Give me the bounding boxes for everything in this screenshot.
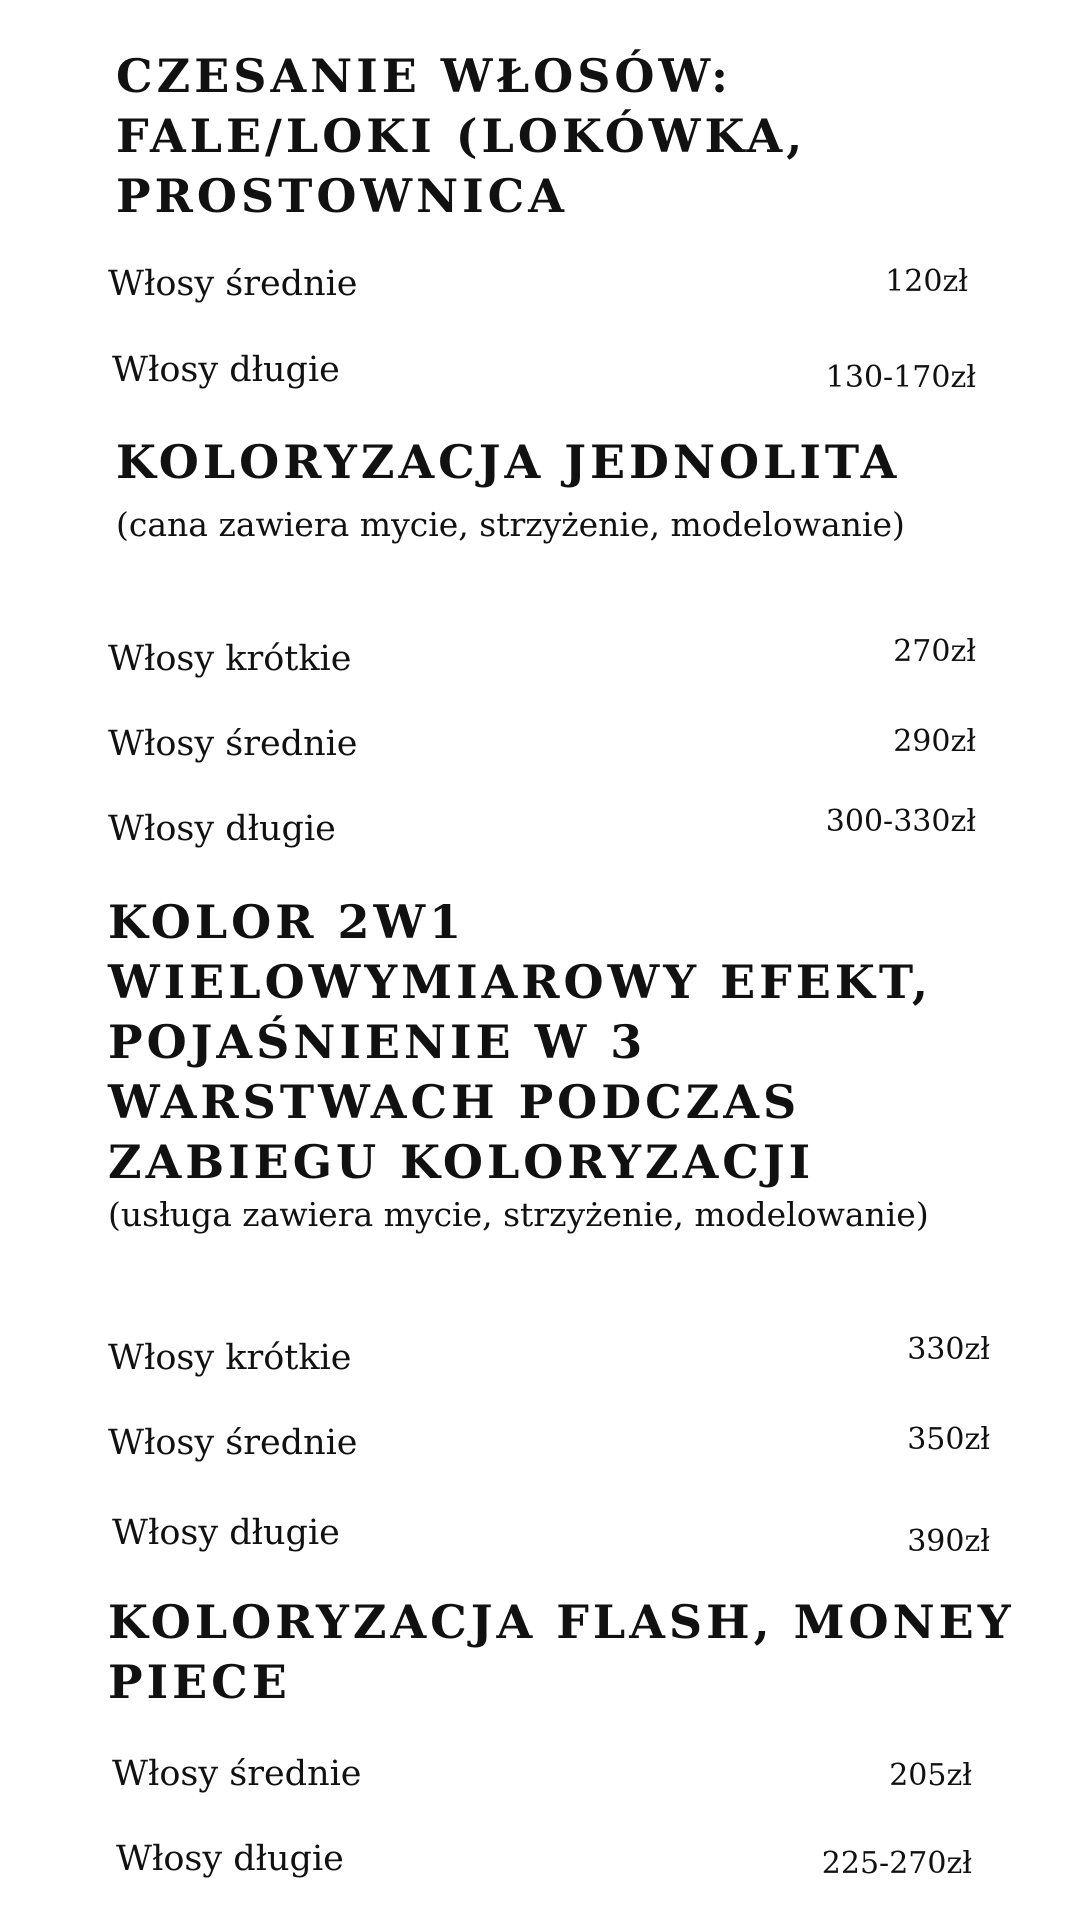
- service-label: Włosy średnie: [108, 264, 358, 304]
- service-label: Włosy długie: [116, 1839, 344, 1879]
- title-line: ZABIEGU KOLORYZACJI: [108, 1135, 815, 1189]
- title-line: WIELOWYMIAROWY EFEKT,: [108, 955, 933, 1009]
- title-line: CZESANIE WŁOSÓW:: [116, 49, 732, 103]
- service-price: 330zł: [907, 1332, 990, 1367]
- service-label: Włosy krótkie: [108, 1338, 352, 1378]
- section-title-koloryzacja-flash: [108, 1592, 1015, 1712]
- title-line: KOLOR 2W1: [108, 895, 466, 949]
- title-line: KOLORYZACJA FLASH, MONEY: [108, 1595, 1015, 1649]
- section-title-czesanie: [116, 46, 806, 226]
- title-line: POJAŚNIENIE W 3: [108, 1015, 647, 1069]
- service-price: 290zł: [893, 724, 976, 759]
- section-title-koloryzacja-jednolita: [116, 432, 900, 492]
- service-label: Włosy średnie: [112, 1754, 362, 1794]
- service-label: Włosy długie: [112, 350, 340, 390]
- service-price: 270zł: [893, 634, 976, 669]
- section-note: (usługa zawiera mycie, strzyżenie, modelowanie): [108, 1195, 929, 1234]
- title-line: WARSTWACH PODCZAS: [108, 1075, 801, 1129]
- section-note: (cana zawiera mycie, strzyżenie, modelowanie): [116, 505, 905, 544]
- service-label: Włosy długie: [112, 1513, 340, 1553]
- service-price: 390zł: [907, 1524, 990, 1559]
- title-line: PIECE: [108, 1655, 291, 1709]
- title-line: PROSTOWNICA: [116, 169, 568, 223]
- service-price: 130-170zł: [825, 360, 976, 395]
- service-price: 350zł: [907, 1422, 990, 1457]
- service-label: Włosy krótkie: [108, 639, 352, 679]
- service-price: 225-270zł: [821, 1846, 972, 1881]
- service-label: Włosy średnie: [108, 1423, 358, 1463]
- section-title-kolor-2w1: [108, 892, 932, 1192]
- service-price: 120zł: [885, 264, 968, 299]
- service-label: Włosy długie: [108, 809, 336, 849]
- service-label: Włosy średnie: [108, 724, 358, 764]
- service-price: 300-330zł: [825, 804, 976, 839]
- service-price: 205zł: [889, 1758, 972, 1793]
- title-line: FALE/LOKI (LOKÓWKA,: [116, 109, 807, 163]
- title-line: KOLORYZACJA JEDNOLITA: [116, 435, 901, 489]
